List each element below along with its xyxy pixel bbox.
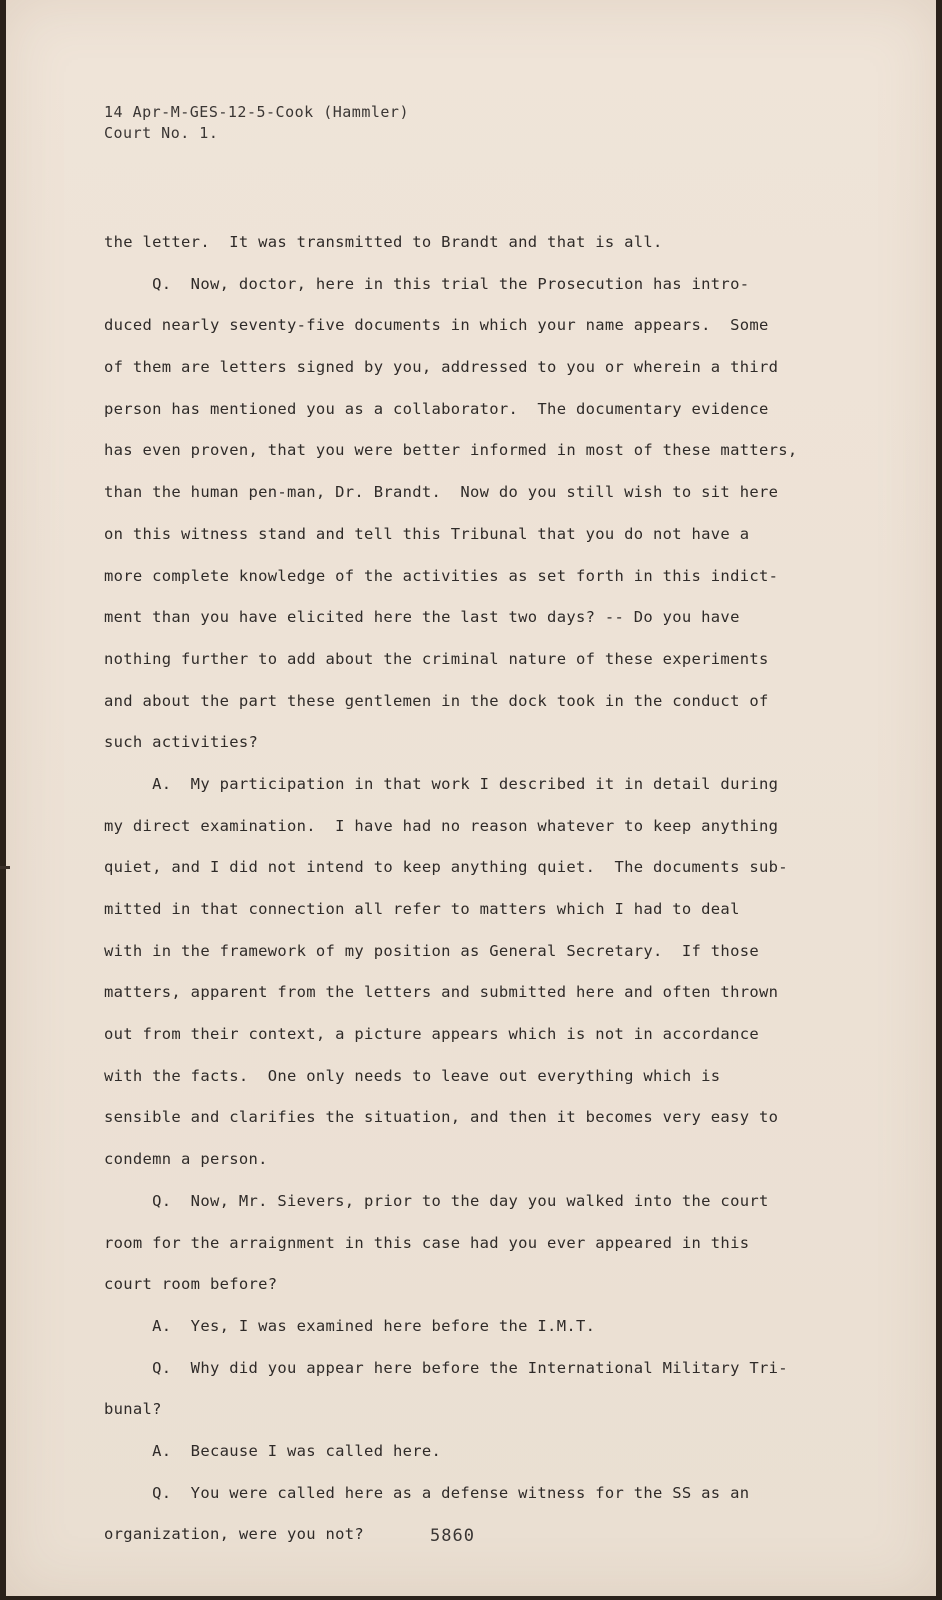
text-line: such activities? [104, 733, 259, 752]
text-line: with in the framework of my position as General Secretary. If those [104, 941, 759, 960]
text-line: court room before? [104, 1275, 278, 1294]
text-line: A. Because I was called here. [104, 1441, 442, 1460]
text-line: person has mentioned you as a collaborator. The documentary evidence [104, 399, 769, 418]
text-line: room for the arraignment in this case had you ever appeared in this [104, 1233, 750, 1252]
text-line: on this witness stand and tell this Tribunal that you do not have a [104, 524, 750, 543]
document-header [104, 102, 409, 144]
text-line: Q. Why did you appear here before the International Military Tri- [104, 1358, 788, 1377]
text-line: has even proven, that you were better informed in most of these matters, [104, 441, 798, 460]
text-line: Q. Now, doctor, here in this trial the Prosecution has intro- [104, 274, 750, 293]
text-line: out from their context, a picture appears which is not in accordance [104, 1025, 759, 1044]
text-line: A. My participation in that work I described it in detail during [104, 774, 779, 793]
page-number: 5860 [430, 1526, 475, 1546]
document-page [6, 0, 936, 1596]
text-line: more complete knowledge of the activities as set forth in this indict- [104, 566, 779, 585]
text-line: and about the part these gentlemen in the dock took in the conduct of [104, 691, 769, 710]
header-reference: 14 Apr-M-GES-12-5-Cook (Hammler) [104, 103, 409, 121]
text-line: sensible and clarifies the situation, and then it becomes very easy to [104, 1108, 779, 1127]
text-line: of them are letters signed by you, addressed to you or wherein a third [104, 358, 779, 377]
text-line: with the facts. One only needs to leave out everything which is [104, 1066, 721, 1085]
text-line: bunal? [104, 1400, 162, 1419]
text-line: Q. You were called here as a defense witness for the SS as an [104, 1483, 750, 1502]
text-line: mitted in that connection all refer to matters which I had to deal [104, 900, 740, 918]
text-line: matters, apparent from the letters and submitted here and often thrown [104, 983, 779, 1002]
text-line: duced nearly seventy-five documents in which your name appears. Some [104, 316, 769, 335]
text-line: nothing further to add about the criminal nature of these experiments [104, 649, 769, 668]
text-line: Q. Now, Mr. Sievers, prior to the day you walked into the court [104, 1191, 769, 1210]
edge-mark [0, 866, 10, 869]
text-line: condemn a person. [104, 1150, 268, 1169]
transcript-body [104, 222, 844, 1556]
text-line: organization, were you not? [104, 1525, 365, 1544]
text-line: than the human pen-man, Dr. Brandt. Now do you still wish to sit here [104, 483, 779, 502]
text-line: my direct examination. I have had no reason whatever to keep anything [104, 816, 779, 835]
text-line: quiet, and I did not intend to keep anything quiet. The documents sub- [104, 858, 788, 877]
text-line: ment than you have elicited here the last two days? -- Do you have [104, 608, 740, 627]
header-court: Court No. 1. [104, 124, 219, 142]
text-line: the letter. It was transmitted to Brandt and that is all. [104, 233, 663, 251]
text-line: A. Yes, I was examined here before the I.M.T. [104, 1316, 596, 1335]
